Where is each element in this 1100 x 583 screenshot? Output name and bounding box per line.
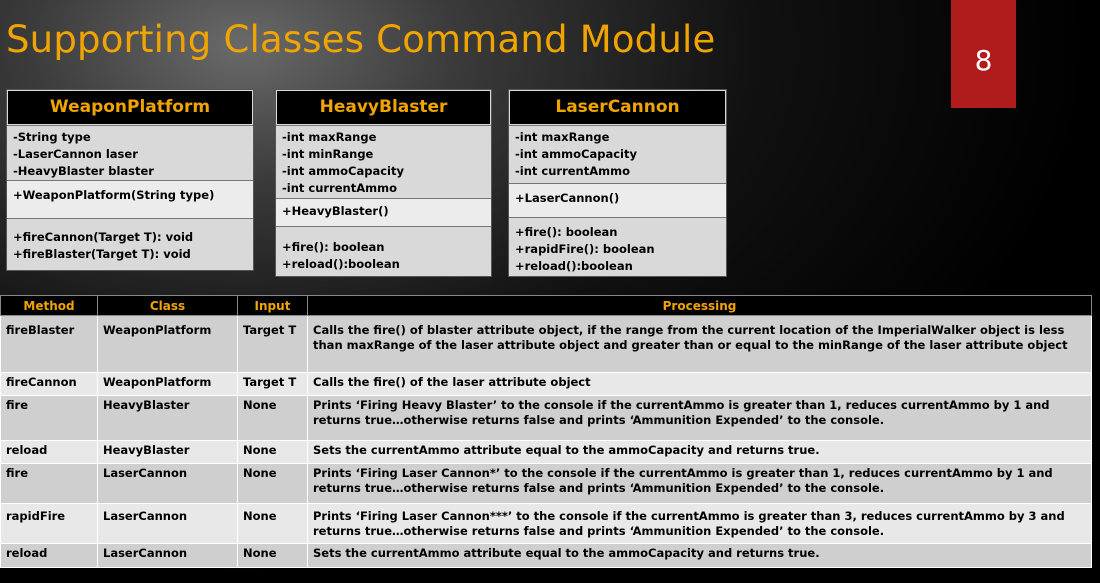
uml-attribute: -int ammoCapacity — [515, 147, 637, 161]
uml-attribute: -int maxRange — [282, 130, 377, 144]
cell-class: LaserCannon — [98, 464, 238, 504]
cell-input: None — [238, 544, 308, 568]
cell-method: fireBlaster — [1, 316, 98, 373]
table-row — [1, 504, 1092, 544]
cell-processing: Prints ‘Firing Laser Cannon*’ to the console if the currentAmmo is greater than 1, reduces currentAmmo by 1 and returns true…otherwise returns false and prints ‘Ammunition Expended’ to the console. — [308, 464, 1092, 504]
uml-constructor: +WeaponPlatform(String type) — [13, 188, 215, 202]
cell-method: rapidFire — [1, 504, 98, 544]
cell-method: fire — [1, 396, 98, 441]
uml-laser-cannon — [508, 89, 727, 277]
uml-method: +fireCannon(Target T): void — [13, 230, 194, 244]
table-header-row — [1, 296, 1092, 316]
uml-class-name: HeavyBlaster — [276, 90, 491, 125]
uml-constructors — [7, 180, 253, 218]
cell-class: LaserCannon — [98, 504, 238, 544]
cell-input: None — [238, 464, 308, 504]
uml-attributes — [276, 125, 491, 198]
cell-input: None — [238, 396, 308, 441]
uml-constructor: +HeavyBlaster() — [282, 204, 389, 218]
uml-attribute: -LaserCannon laser — [13, 147, 138, 161]
cell-method: reload — [1, 441, 98, 464]
cell-processing: Sets the currentAmmo attribute equal to the ammoCapacity and returns true. — [308, 544, 1092, 568]
uml-methods — [509, 217, 726, 276]
uml-attribute: -String type — [13, 130, 91, 144]
cell-input: None — [238, 441, 308, 464]
uml-method: +reload():boolean — [282, 257, 400, 271]
slide-number: 8 — [974, 43, 993, 77]
cell-method: reload — [1, 544, 98, 568]
uml-attribute: -int maxRange — [515, 130, 610, 144]
uml-constructors — [509, 183, 726, 217]
cell-method: fireCannon — [1, 373, 98, 396]
uml-attribute: -int currentAmmo — [515, 164, 630, 178]
column-header-processing: Processing — [308, 296, 1092, 316]
uml-method: +reload():boolean — [515, 259, 633, 273]
column-header-method: Method — [1, 296, 98, 316]
table-row — [1, 316, 1092, 373]
table-row — [1, 396, 1092, 441]
uml-attributes — [509, 125, 726, 183]
uml-constructor: +LaserCannon() — [515, 191, 620, 205]
uml-methods — [7, 218, 253, 272]
uml-weapon-platform — [6, 89, 254, 271]
slide-number-badge — [951, 0, 1016, 108]
uml-method: +rapidFire(): boolean — [515, 242, 655, 256]
cell-processing: Sets the currentAmmo attribute equal to the ammoCapacity and returns true. — [308, 441, 1092, 464]
table-row — [1, 544, 1092, 568]
uml-attribute: -int ammoCapacity — [282, 164, 404, 178]
table-row — [1, 373, 1092, 396]
table-row — [1, 464, 1092, 504]
uml-constructors — [276, 198, 491, 226]
cell-class: HeavyBlaster — [98, 396, 238, 441]
uml-class-name: LaserCannon — [509, 90, 726, 125]
column-header-class: Class — [98, 296, 238, 316]
cell-class: HeavyBlaster — [98, 441, 238, 464]
cell-processing: Calls the fire() of the laser attribute object — [308, 373, 1092, 396]
cell-input: Target T — [238, 316, 308, 373]
uml-attribute: -HeavyBlaster blaster — [13, 164, 154, 178]
cell-class: WeaponPlatform — [98, 316, 238, 373]
cell-input: Target T — [238, 373, 308, 396]
uml-method: +fire(): boolean — [282, 240, 385, 254]
uml-attribute: -int minRange — [282, 147, 374, 161]
cell-processing: Prints ‘Firing Heavy Blaster’ to the console if the currentAmmo is greater than 1, reduces currentAmmo by 1 and returns true…otherwise returns false and prints ‘Ammunition Expended’ to the console. — [308, 396, 1092, 441]
cell-processing: Prints ‘Firing Laser Cannon***’ to the console if the currentAmmo is greater than 3, reduces currentAmmo by 3 and returns true…otherwise returns false and prints ‘Ammunition Expended’ to the console. — [308, 504, 1092, 544]
slide-title: Supporting Classes Command Module — [6, 18, 716, 61]
uml-method: +fireBlaster(Target T): void — [13, 247, 191, 261]
table-row — [1, 441, 1092, 464]
cell-processing: Calls the fire() of blaster attribute object, if the range from the current location of the ImperialWalker object is less than maxRange of the laser attribute object and greater than or equal to the minRange of the laser attribute object — [308, 316, 1092, 373]
uml-heavy-blaster — [275, 89, 492, 277]
uml-method: +fire(): boolean — [515, 225, 618, 239]
uml-attributes — [7, 125, 253, 180]
cell-method: fire — [1, 464, 98, 504]
cell-class: LaserCannon — [98, 544, 238, 568]
cell-input: None — [238, 504, 308, 544]
cell-class: WeaponPlatform — [98, 373, 238, 396]
uml-attribute: -int currentAmmo — [282, 181, 397, 195]
uml-class-name: WeaponPlatform — [7, 90, 253, 125]
processing-table — [0, 295, 1092, 568]
column-header-input: Input — [238, 296, 308, 316]
uml-methods — [276, 226, 491, 278]
